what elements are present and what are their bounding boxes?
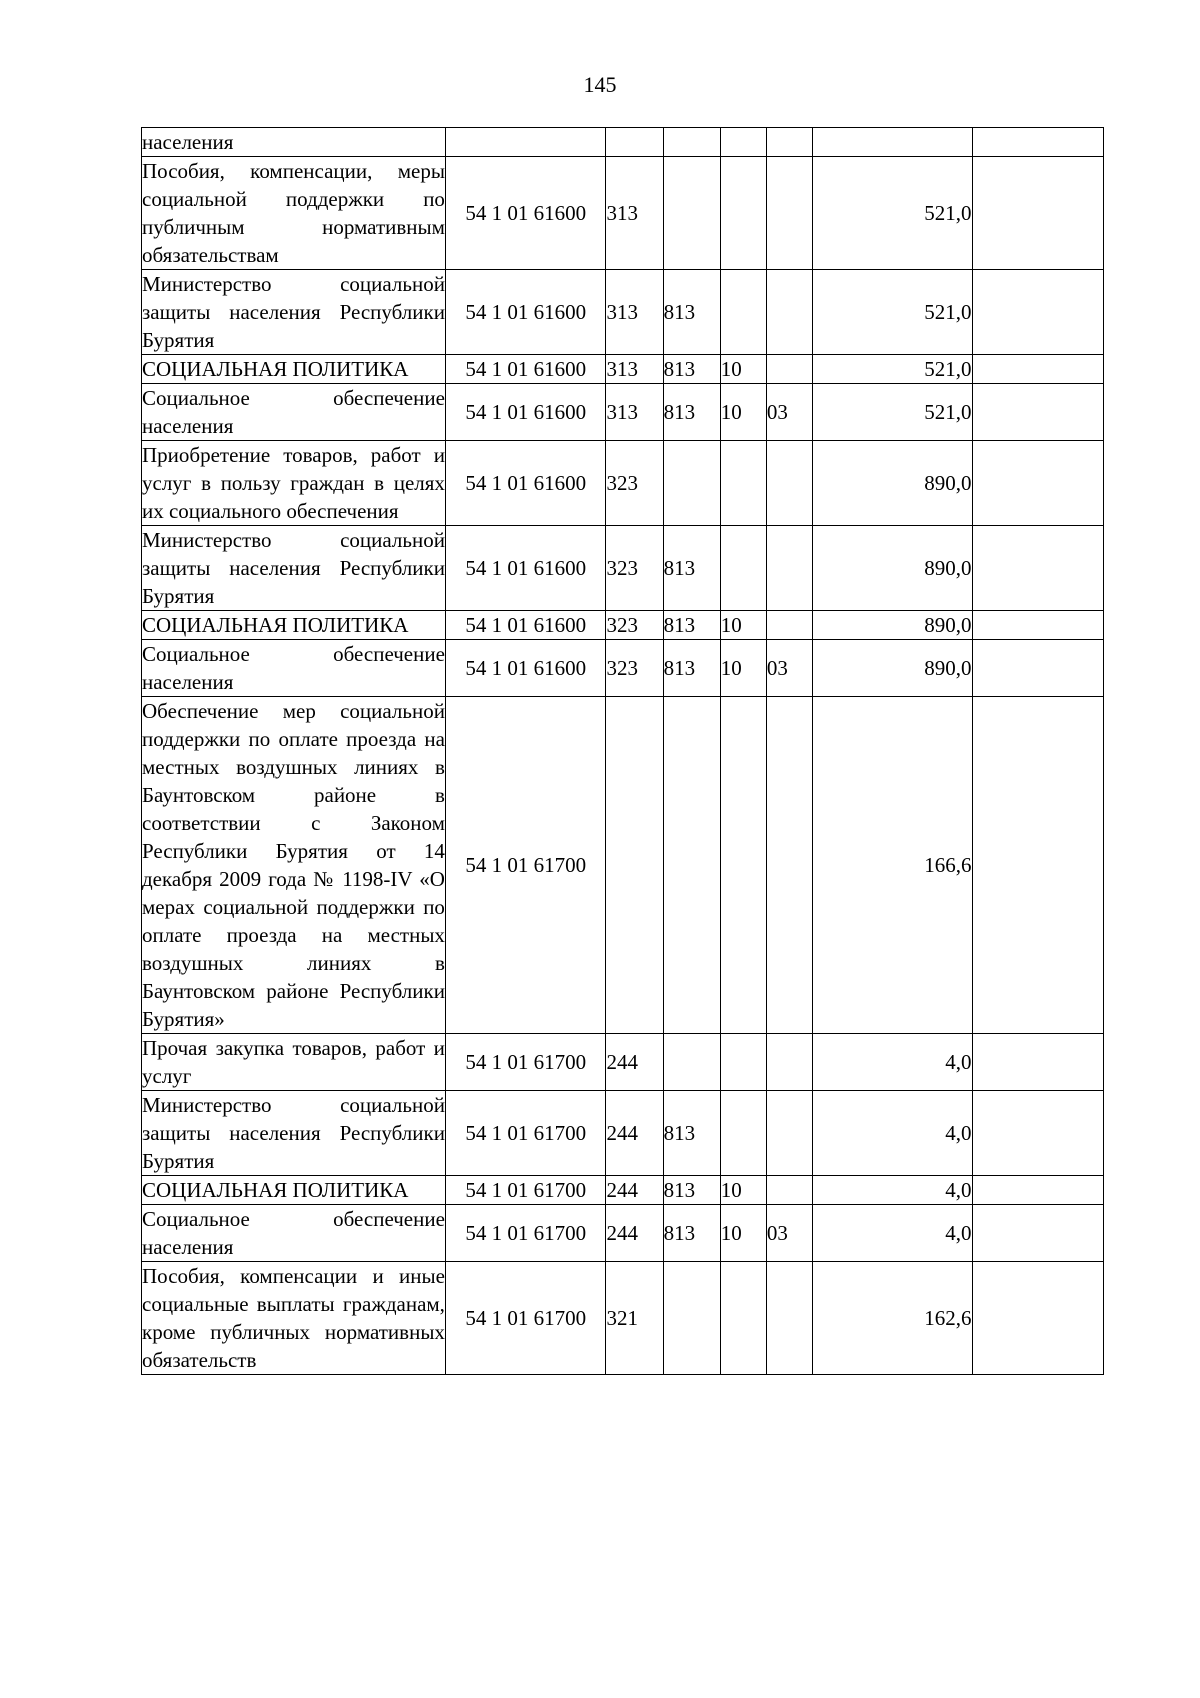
table-row — [142, 1205, 1104, 1262]
table-row — [142, 611, 1104, 640]
cell-amount: 4,0 — [813, 1091, 972, 1176]
cell-amount: 166,6 — [813, 697, 972, 1034]
cell-section — [720, 697, 766, 1034]
cell-subsection — [766, 270, 812, 355]
cell-section — [720, 1091, 766, 1176]
cell-extra — [972, 1034, 1103, 1091]
cell-ministry-code — [663, 441, 720, 526]
cell-expense-type: 313 — [606, 355, 663, 384]
cell-expense-type: 244 — [606, 1205, 663, 1262]
cell-expense-type: 323 — [606, 526, 663, 611]
cell-subsection — [766, 1262, 812, 1375]
cell-name: Социальное обеспечение населения — [142, 640, 446, 697]
cell-extra — [972, 640, 1103, 697]
budget-table-body — [142, 128, 1104, 1375]
cell-subsection — [766, 157, 812, 270]
cell-target-article — [445, 128, 606, 157]
cell-ministry-code: 813 — [663, 640, 720, 697]
cell-name: Прочая закупка товаров, работ и услуг — [142, 1034, 446, 1091]
cell-extra — [972, 128, 1103, 157]
budget-table — [141, 127, 1104, 1375]
cell-name: Социальное обеспечение населения — [142, 1205, 446, 1262]
cell-extra — [972, 1091, 1103, 1176]
cell-subsection — [766, 611, 812, 640]
cell-extra — [972, 1176, 1103, 1205]
cell-section — [720, 157, 766, 270]
cell-target-article: 54 1 01 61700 — [445, 697, 606, 1034]
cell-ministry-code — [663, 697, 720, 1034]
cell-section — [720, 1262, 766, 1375]
table-row — [142, 526, 1104, 611]
cell-section — [720, 1034, 766, 1091]
cell-amount: 890,0 — [813, 441, 972, 526]
cell-section: 10 — [720, 355, 766, 384]
cell-name: Министерство социальной защиты населения Республики Бурятия — [142, 270, 446, 355]
cell-amount: 4,0 — [813, 1176, 972, 1205]
cell-target-article: 54 1 01 61700 — [445, 1091, 606, 1176]
cell-target-article: 54 1 01 61700 — [445, 1034, 606, 1091]
cell-target-article: 54 1 01 61600 — [445, 441, 606, 526]
cell-name: Министерство социальной защиты населения Республики Бурятия — [142, 1091, 446, 1176]
table-row — [142, 1034, 1104, 1091]
page-number: 145 — [583, 72, 617, 97]
cell-name: СОЦИАЛЬНАЯ ПОЛИТИКА — [142, 355, 446, 384]
cell-ministry-code: 813 — [663, 355, 720, 384]
cell-name: населения — [142, 128, 446, 157]
cell-amount: 4,0 — [813, 1205, 972, 1262]
cell-ministry-code: 813 — [663, 270, 720, 355]
cell-target-article: 54 1 01 61700 — [445, 1205, 606, 1262]
cell-ministry-code: 813 — [663, 1205, 720, 1262]
cell-expense-type: 313 — [606, 157, 663, 270]
cell-target-article: 54 1 01 61600 — [445, 384, 606, 441]
cell-section — [720, 270, 766, 355]
cell-target-article: 54 1 01 61700 — [445, 1176, 606, 1205]
table-row — [142, 441, 1104, 526]
table-row — [142, 355, 1104, 384]
cell-amount: 890,0 — [813, 611, 972, 640]
cell-amount: 890,0 — [813, 526, 972, 611]
table-row — [142, 1091, 1104, 1176]
cell-subsection — [766, 526, 812, 611]
cell-subsection — [766, 441, 812, 526]
cell-name: СОЦИАЛЬНАЯ ПОЛИТИКА — [142, 1176, 446, 1205]
cell-expense-type — [606, 697, 663, 1034]
cell-extra — [972, 1205, 1103, 1262]
cell-subsection — [766, 128, 812, 157]
cell-expense-type: 244 — [606, 1091, 663, 1176]
table-row — [142, 157, 1104, 270]
cell-extra — [972, 270, 1103, 355]
table-row — [142, 384, 1104, 441]
cell-expense-type: 321 — [606, 1262, 663, 1375]
cell-ministry-code — [663, 157, 720, 270]
cell-subsection — [766, 1034, 812, 1091]
cell-target-article: 54 1 01 61600 — [445, 270, 606, 355]
cell-target-article: 54 1 01 61700 — [445, 1262, 606, 1375]
cell-extra — [972, 526, 1103, 611]
cell-ministry-code: 813 — [663, 384, 720, 441]
cell-section: 10 — [720, 1176, 766, 1205]
cell-ministry-code — [663, 1262, 720, 1375]
cell-section — [720, 441, 766, 526]
cell-name: Пособия, компенсации, меры социальной поддержки по публичным нормативным обязательствам — [142, 157, 446, 270]
cell-expense-type: 244 — [606, 1034, 663, 1091]
cell-name: Обеспечение мер социальной поддержки по оплате проезда на местных воздушных линиях в Баунтовском районе в соответствии с Законом Республики Бурятия от 14 декабря 2009 года № 1198-IV «О мерах социальной поддержки по оплате проезда на местных воздушных линиях в Баунтовском районе Республики Бурятия» — [142, 697, 446, 1034]
cell-ministry-code — [663, 1034, 720, 1091]
cell-extra — [972, 157, 1103, 270]
cell-expense-type: 313 — [606, 384, 663, 441]
cell-extra — [972, 1262, 1103, 1375]
cell-amount: 521,0 — [813, 384, 972, 441]
cell-expense-type — [606, 128, 663, 157]
cell-extra — [972, 384, 1103, 441]
cell-section: 10 — [720, 611, 766, 640]
cell-section: 10 — [720, 640, 766, 697]
cell-extra — [972, 697, 1103, 1034]
cell-amount: 890,0 — [813, 640, 972, 697]
cell-amount — [813, 128, 972, 157]
cell-amount: 162,6 — [813, 1262, 972, 1375]
cell-name: Приобретение товаров, работ и услуг в пользу граждан в целях их социального обеспечения — [142, 441, 446, 526]
table-row — [142, 697, 1104, 1034]
cell-subsection — [766, 1176, 812, 1205]
cell-section — [720, 128, 766, 157]
cell-section: 10 — [720, 384, 766, 441]
cell-target-article: 54 1 01 61600 — [445, 526, 606, 611]
cell-ministry-code: 813 — [663, 526, 720, 611]
table-row — [142, 1262, 1104, 1375]
cell-subsection: 03 — [766, 640, 812, 697]
cell-expense-type: 323 — [606, 640, 663, 697]
cell-expense-type: 323 — [606, 441, 663, 526]
cell-ministry-code: 813 — [663, 611, 720, 640]
cell-target-article: 54 1 01 61600 — [445, 640, 606, 697]
cell-expense-type: 244 — [606, 1176, 663, 1205]
cell-subsection — [766, 355, 812, 384]
cell-subsection: 03 — [766, 1205, 812, 1262]
table-row — [142, 640, 1104, 697]
cell-ministry-code — [663, 128, 720, 157]
cell-section — [720, 526, 766, 611]
cell-extra — [972, 611, 1103, 640]
cell-amount: 521,0 — [813, 157, 972, 270]
cell-target-article: 54 1 01 61600 — [445, 355, 606, 384]
cell-name: Министерство социальной защиты населения Республики Бурятия — [142, 526, 446, 611]
table-row — [142, 270, 1104, 355]
cell-target-article: 54 1 01 61600 — [445, 611, 606, 640]
cell-name: СОЦИАЛЬНАЯ ПОЛИТИКА — [142, 611, 446, 640]
cell-amount: 521,0 — [813, 355, 972, 384]
cell-expense-type: 313 — [606, 270, 663, 355]
cell-subsection — [766, 1091, 812, 1176]
cell-subsection: 03 — [766, 384, 812, 441]
cell-target-article: 54 1 01 61600 — [445, 157, 606, 270]
cell-amount: 4,0 — [813, 1034, 972, 1091]
table-row — [142, 1176, 1104, 1205]
cell-name: Пособия, компенсации и иные социальные выплаты гражданам, кроме публичных нормативных обязательств — [142, 1262, 446, 1375]
cell-extra — [972, 355, 1103, 384]
cell-expense-type: 323 — [606, 611, 663, 640]
cell-subsection — [766, 697, 812, 1034]
cell-extra — [972, 441, 1103, 526]
cell-ministry-code: 813 — [663, 1091, 720, 1176]
cell-ministry-code: 813 — [663, 1176, 720, 1205]
table-row — [142, 128, 1104, 157]
cell-amount: 521,0 — [813, 270, 972, 355]
cell-section: 10 — [720, 1205, 766, 1262]
cell-name: Социальное обеспечение населения — [142, 384, 446, 441]
